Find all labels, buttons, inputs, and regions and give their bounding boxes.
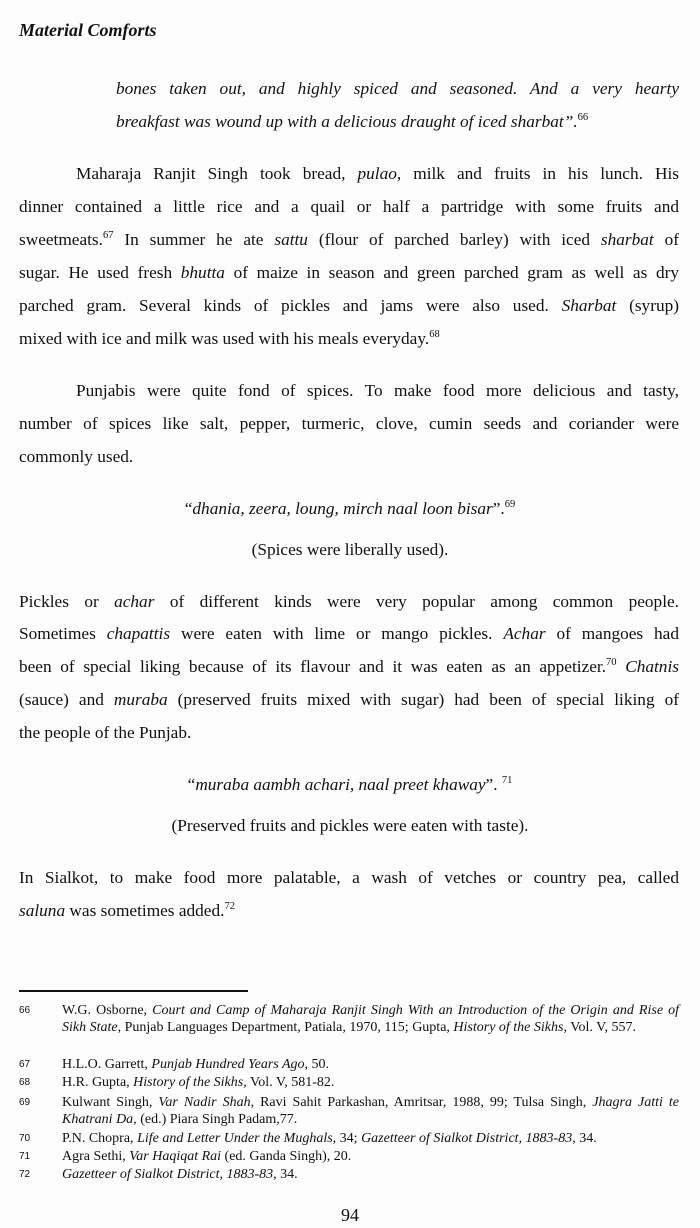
para1-line-2: dinner contained a little rice and a quail or half a partridge with some fruits and	[19, 197, 679, 216]
footnote-ref-67[interactable]: 67	[102, 230, 114, 241]
quote-line-1: bones taken out, and highly spiced and seasoned. And a very hearty	[116, 79, 679, 98]
running-head: Material Comforts	[19, 20, 157, 40]
verse2-text: “muraba aambh achari, naal preet khaway”. $^{71}$	[187, 775, 513, 794]
footnote-ref-70[interactable]: 70	[606, 657, 617, 668]
footnote-71: 71 Agra Sethi, Var Haqiqat Rai (ed. Ganda Singh), 20.	[19, 1149, 352, 1164]
footnote-ref-72[interactable]: 72	[224, 901, 235, 912]
page-number: 94	[341, 1205, 359, 1225]
footnote-69: 69 Kulwant Singh, Var Nadir Shah, Ravi Sahit Parkashan, Amritsar, 1988, 99; Tulsa Singh, Jhagra Jatti te Khatrani Da, (ed.) Piara Singh Padam,77.	[19, 1095, 680, 1127]
footnote-ref-66[interactable]: 66	[577, 112, 589, 123]
para2-line-3: commonly used.	[19, 447, 134, 466]
para1-line-6: mixed with ice and milk was used with his meals everyday.$^{68}$	[19, 329, 440, 348]
quote-line-2: breakfast was wound up with a delicious draught of iced sharbat”.$^{66}$	[116, 112, 589, 131]
para4-line-2: saluna was sometimes added.$^{72}$	[19, 901, 235, 920]
verse1-text: “dhania, zeera, loung, mirch naal loon bisar”.$^{69}$	[184, 499, 516, 518]
para3-line-1: Pickles or achar of different kinds were very popular among common people.	[19, 592, 679, 611]
footnote-ref-68[interactable]: 68	[429, 329, 440, 340]
para1-line-1: Maharaja Ranjit Singh took bread, pulao, milk and fruits in his lunch. His	[76, 164, 679, 183]
para1-line-3: sweetmeats.$^{67}$ In summer he ate sattu (flour of parched barley) with iced sharbat of	[19, 230, 679, 249]
para2-line-2: number of spices like salt, pepper, turmeric, clove, cumin seeds and coriander were	[19, 414, 679, 433]
para4-line-1: In Sialkot, to make food more palatable, a wash of vetches or country pea, called	[19, 868, 679, 887]
para3-line-4: (sauce) and muraba (preserved fruits mixed with sugar) had been of special liking of	[19, 690, 679, 709]
footnote-68: 68 H.R. Gupta, History of the Sikhs, Vol. V, 581-82.	[19, 1075, 335, 1090]
footnote-70: 70 P.N. Chopra, Life and Letter Under the Mughals, 34; Gazetteer of Sialkot District, 1883-83, 34.	[19, 1131, 597, 1146]
footnote-72: 72 Gazetteer of Sialkot District, 1883-83, 34.	[19, 1167, 298, 1182]
para2-line-1: Punjabis were quite fond of spices. To make food more delicious and tasty,	[76, 381, 679, 400]
verse1-translation: (Spices were liberally used).	[251, 540, 449, 559]
footnote-ref-71[interactable]: 71	[501, 775, 513, 786]
footnote-separator	[19, 990, 248, 992]
verse2-translation: (Preserved fruits and pickles were eaten with taste).	[171, 816, 529, 835]
para3-line-3: been of special liking because of its flavour and it was eaten as an appetizer.$^{70}$ Chatnis	[19, 657, 679, 676]
para1-line-5: parched gram. Several kinds of pickles and jams were also used. Sharbat (syrup)	[19, 296, 679, 315]
para3-line-2: Sometimes chapattis were eaten with lime or mango pickles. Achar of mangoes had	[19, 624, 679, 643]
footnote-ref-69[interactable]: 69	[504, 499, 516, 510]
para1-line-4: sugar. He used fresh bhutta of maize in season and green parched gram as well as dry	[19, 263, 679, 282]
para3-line-5: the people of the Punjab.	[19, 723, 192, 742]
footnote-66: 66 W.G. Osborne, Court and Camp of Maharaja Ranjit Singh With an Introduction of the Origin and Rise of Sikh State, Punjab Languages Department, Patiala, 1970, 115; Gupta, History of the Sikhs, Vol. V, 557.	[19, 1003, 680, 1035]
footnote-67: 67 H.L.O. Garrett, Punjab Hundred Years Ago, 50.	[19, 1057, 330, 1072]
